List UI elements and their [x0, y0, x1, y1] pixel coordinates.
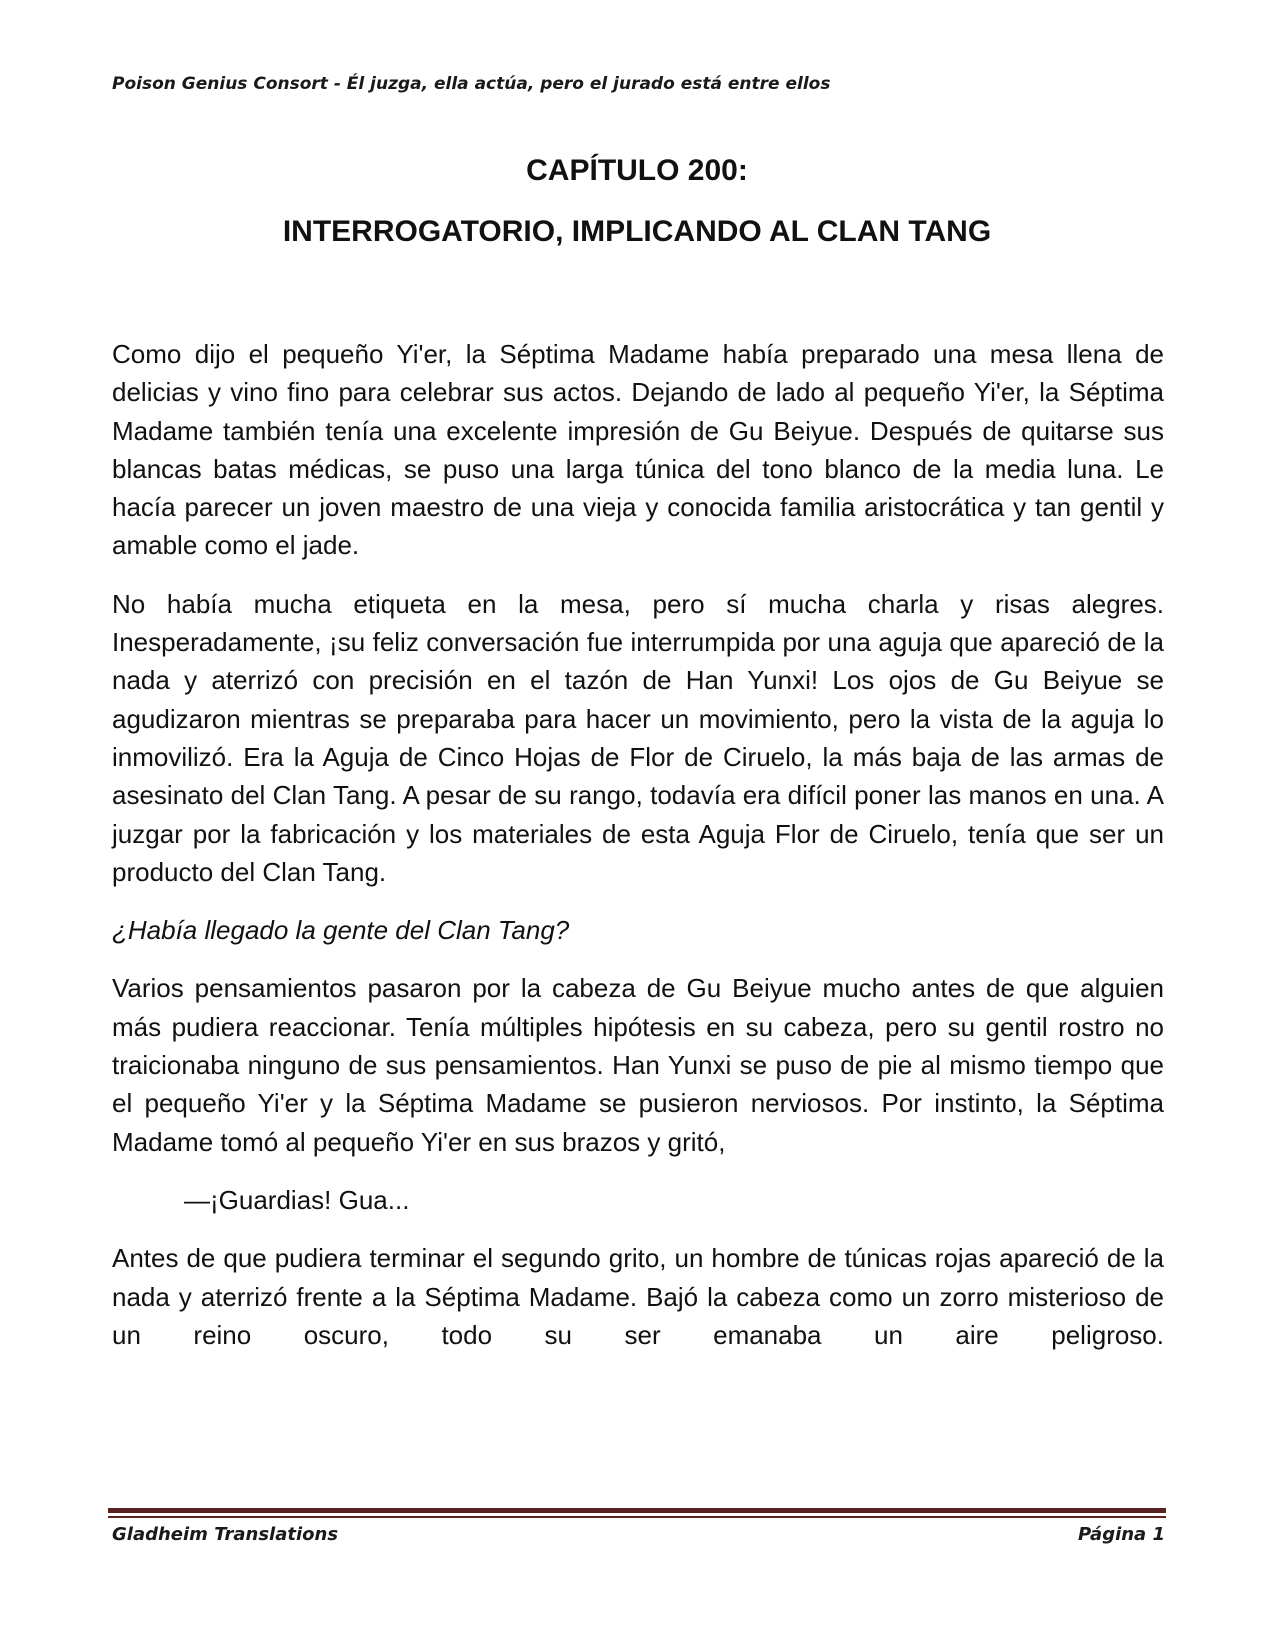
footer-page-number: Página 1	[1078, 1524, 1165, 1545]
chapter-number: CAPÍTULO 200:	[526, 154, 748, 187]
chapter-title: INTERROGATORIO, IMPLICANDO AL CLAN TANG	[282, 215, 992, 248]
dialogue-line: —¡Guardias! Gua...	[184, 1184, 410, 1215]
body-text	[112, 335, 1164, 1374]
footer-publisher: Gladheim Translations	[112, 1524, 339, 1545]
paragraph-2: No había mucha etiqueta en la mesa, pero sí mucha charla y risas alegres. Inesperadamente, ¡su feliz conversación fue interrumpida por una aguja que apareció de la nada y aterrizó con precisión en el tazón de Han Yunxi! Los ojos de Gu Beiyue se agudizaron mientras se preparaba para hacer un movimiento, pero la vista de la aguja lo inmovilizó. Era la Aguja de Cinco Hojas de Flor de Ciruelo, la más baja de las armas de asesinato del Clan Tang. A pesar de su rango, todavía era difícil poner las manos en una. A juzgar por la fabricación y los materiales de esta Aguja Flor de Ciruelo, tenía que ser un producto del Clan Tang.	[112, 588, 1164, 887]
paragraph-1: Como dijo el pequeño Yi'er, la Séptima Madame había preparado una mesa llena de delicias y vino fino para celebrar sus actos. Dejando de lado al pequeño Yi'er, la Séptima Madame también tenía una excelente impresión de Gu Beiyue. Después de quitarse sus blancas batas médicas, se puso una larga túnica del tono blanco de la media luna. Le hacía parecer un joven maestro de una vieja y conocida familia aristocrática y tan gentil y amable como el jade.	[112, 339, 1164, 561]
footer-rule-thin	[108, 1516, 1166, 1518]
paragraph-3-thought: ¿Había llegado la gente del Clan Tang?	[112, 915, 570, 946]
paragraph-4: Varios pensamientos pasaron por la cabeza de Gu Beiyue mucho antes de que alguien más pudiera reaccionar. Tenía múltiples hipótesis en su cabeza, pero su gentil rostro no traicionaba ninguno de sus pensamientos. Han Yunxi se puso de pie al mismo tiempo que el pequeño Yi'er y la Séptima Madame se pusieron nerviosos. Por instinto, la Séptima Madame tomó al pequeño Yi'er en sus brazos y gritó,	[112, 973, 1164, 1157]
paragraph-6: Antes de que pudiera terminar el segundo grito, un hombre de túnicas rojas apareció de la nada y aterrizó frente a la Séptima Madame. Bajó la cabeza como un zorro misterioso de un reino oscuro, todo su ser emanaba un aire peligroso.	[112, 1243, 1164, 1350]
running-header: Poison Genius Consort - Él juzga, ella actúa, pero el jurado está entre ellos	[112, 74, 831, 94]
footer-rule-thick	[108, 1508, 1166, 1513]
